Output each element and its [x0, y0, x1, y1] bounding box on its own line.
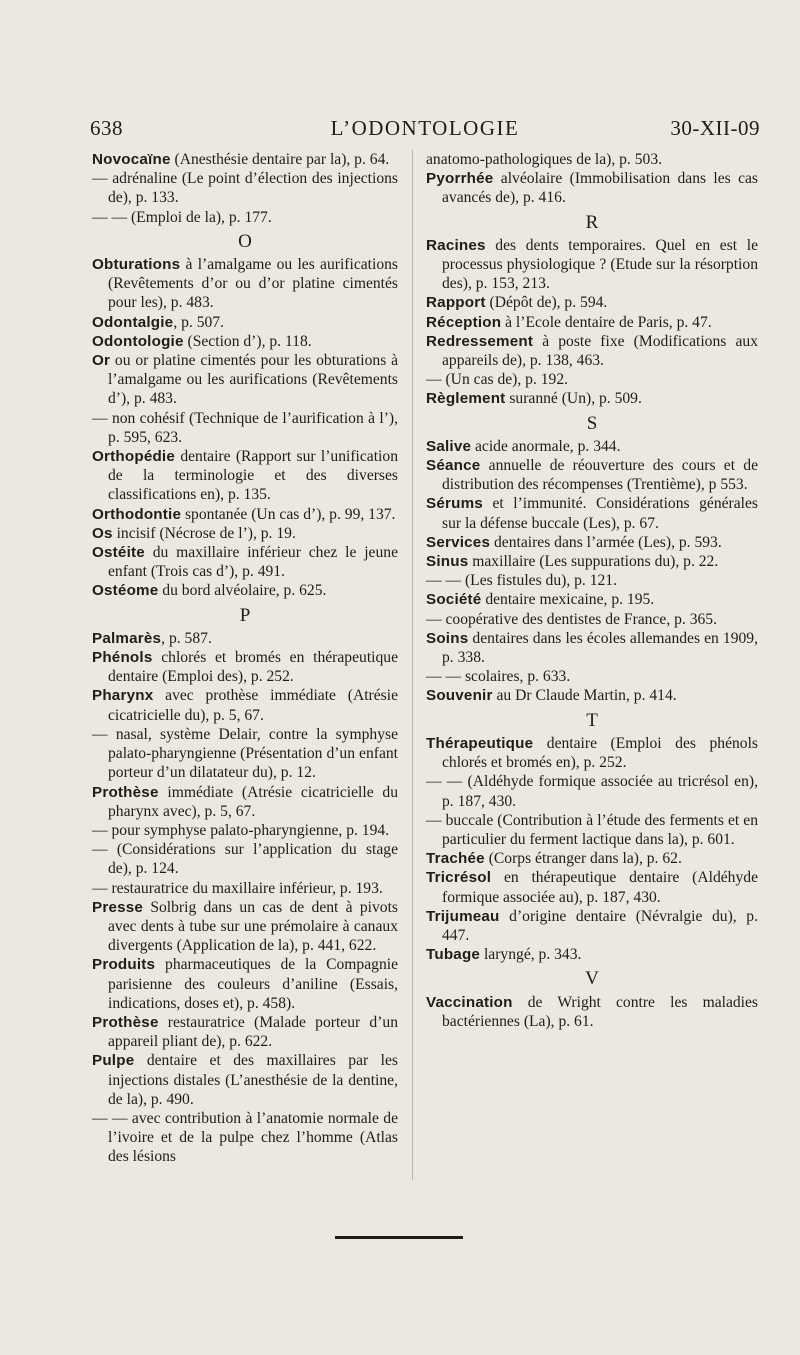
entry-text: dentaires dans l’armée (Les), p. 593. [490, 533, 722, 551]
index-entry [426, 610, 758, 629]
entry-heading: Produits [92, 956, 156, 974]
entry-heading: Trachée [426, 850, 485, 868]
entry-heading: Sinus [426, 553, 469, 571]
entry-text: — pour symphyse palato-pharyngienne, p. 194. [92, 821, 390, 839]
index-entry [92, 686, 398, 724]
entry-text: — — scolaires, p. 633. [426, 668, 571, 686]
page-number: 638 [90, 116, 123, 140]
entry-heading: Orthopédie [92, 448, 176, 466]
section-letter: T [586, 709, 598, 731]
entry-heading: Vaccination [426, 993, 513, 1011]
entry-heading: Or [92, 352, 111, 370]
entry-text: (Anesthésie dentaire par la), p. 64. [170, 151, 390, 168]
entry-text: à l’Ecole dentaire de Paris, p. 47. [501, 313, 712, 331]
entry-text: pharmaceutiques de la Compagnie parisienne des couleurs d’aniline (Essais, indications, doses et), p. 458). [108, 956, 398, 1012]
entry-heading: Pyorrhée [426, 170, 494, 188]
entry-text: des dents temporaires. Quel en est le processus physiologique ? (Etude sur la résorption des), p. 153, 213. [442, 236, 758, 293]
entry-heading: Novocaïne [92, 151, 171, 168]
footer-rule [335, 1236, 463, 1239]
section-letter: S [586, 412, 598, 434]
entry-heading: Règlement [426, 390, 506, 408]
index-entry [426, 945, 758, 964]
index-entry [426, 868, 758, 906]
index-entry [92, 955, 398, 1013]
entry-text: , p. 507. [173, 313, 224, 331]
entry-text: spontanée (Un cas d’), p. 99, 137. [181, 505, 396, 523]
index-column-right [426, 150, 758, 1031]
entry-text: — nasal, système Delair, contre la symphyse palato-pharyngienne (Présentation d’un enfant porteur d’un dilatateur du), p. 12. [92, 725, 398, 782]
index-entry [426, 236, 758, 294]
index-entry [426, 686, 758, 705]
entry-text: — non cohésif (Technique de l’aurification à l’), p. 595, 623. [92, 409, 398, 446]
section-letter: O [238, 230, 252, 252]
index-entry [426, 533, 758, 552]
entry-text: — — (Les fistules du), p. 121. [426, 572, 618, 590]
entry-heading: Trijumeau [426, 907, 500, 925]
entry-text: — — avec contribution à l’anatomie normale de l’ivoire et de la pulpe chez l’homme (Atlas des lésions [92, 1109, 398, 1166]
index-column-left [92, 150, 398, 1167]
entry-text: à l’amalgame ou les aurifications (Revêtements d’or ou d’or platine cimentés pour les), p. 483. [108, 256, 398, 312]
index-entry [92, 725, 398, 783]
entry-text: — (Un cas de), p. 192. [426, 371, 569, 389]
entry-heading: Redressement [426, 332, 534, 350]
entry-text: dentaire et des maxillaires par les injections distales (L’anesthésie de la dentine, de la), p. 490. [108, 1052, 398, 1108]
entry-heading: Obturations [92, 256, 181, 274]
entry-text: ou or platine cimentés pour les obturations à l’amalgame ou les aurifications (Revêtements d’), p. 483. [108, 352, 398, 408]
index-entry [426, 590, 758, 609]
entry-text: dentaire (Emploi des phénols chlorés et bromés en), p. 252. [442, 734, 758, 772]
entry-text: — — (Aldéhyde formique associée au tricrésol en), p. 187, 430. [426, 773, 758, 810]
entry-text: du maxillaire inférieur chez le jeune enfant (Trois cas d’), p. 491. [108, 544, 398, 581]
index-entry [92, 821, 398, 840]
index-entry [426, 667, 758, 686]
index-entry [92, 150, 398, 169]
index-entry [426, 456, 758, 494]
entry-text: maxillaire (Les suppurations du), p. 22. [468, 553, 719, 571]
entry-heading: Services [426, 533, 491, 551]
entry-text: du bord alvéolaire, p. 625. [158, 582, 327, 600]
entry-heading: Presse [92, 898, 144, 916]
entry-heading: Sérums [426, 495, 483, 513]
entry-heading: Tubage [426, 946, 481, 964]
entry-heading: Ostéome [92, 582, 159, 600]
entry-text: acide anormale, p. 344. [471, 437, 621, 455]
entry-text: restauratrice (Malade porteur d’un appareil pliant de), p. 622. [108, 1013, 398, 1051]
entry-text: incisif (Nécrose de l’), p. 19. [112, 524, 296, 542]
entry-text: en thérapeutique dentaire (Aldéhyde formique associée au), p. 187, 430. [442, 869, 758, 906]
index-entry [426, 313, 758, 332]
entry-text: (Corps étranger dans la), p. 62. [484, 850, 682, 868]
entry-text: chlorés et bromés en thérapeutique dentaire (Emploi des), p. 252. [108, 649, 398, 686]
entry-heading: Séance [426, 457, 481, 475]
entry-heading: Palmarès [92, 629, 162, 647]
entry-text: — (Considérations sur l’application du stage de), p. 124. [92, 841, 398, 878]
index-entry [92, 208, 398, 227]
index-entry [92, 1013, 398, 1051]
entry-heading: Souvenir [426, 687, 493, 705]
entry-text: dentaire (Rapport sur l’unification de la terminologie et des diverses classifications en), p. 135. [108, 448, 398, 504]
entry-heading: Pulpe [92, 1052, 135, 1070]
index-entry [92, 255, 398, 313]
index-entry [92, 332, 398, 351]
index-entry [92, 648, 398, 686]
index-entry [92, 840, 398, 878]
entry-text: Solbrig dans un cas de dent à pivots avec dents à tube sur une prémolaire à canaux divergents (Application de la), p. 441, 622. [108, 898, 398, 955]
entry-text: (Dépôt de), p. 594. [485, 294, 608, 312]
index-entry [92, 898, 398, 956]
index-entry [92, 783, 398, 821]
issue-date: 30-XII-09 [670, 116, 760, 140]
index-entry [92, 1051, 398, 1109]
index-entry [426, 494, 758, 532]
entry-text: alvéolaire (Immobilisation dans les cas avancés de), p. 416. [442, 170, 758, 207]
index-entry [92, 543, 398, 581]
index-entry [426, 907, 758, 945]
entry-text: — coopérative des dentistes de France, p. 365. [426, 610, 717, 628]
entry-text: et l’immunité. Considérations générales sur la défense buccale (Les), p. 67. [442, 495, 758, 532]
entry-heading: Prothèse [92, 783, 159, 801]
entry-heading: Racines [426, 236, 486, 254]
entry-text: — buccale (Contribution à l’étude des ferments et en particulier du ferment lactique dans la), p. 601. [426, 811, 758, 848]
entry-heading: Soins [426, 629, 469, 647]
entry-heading: Odontalgie [92, 313, 174, 331]
index-entry [426, 629, 758, 667]
index-entry [426, 552, 758, 571]
entry-text: immédiate (Atrésie cicatricielle du pharynx avec), p. 5, 67. [108, 783, 398, 820]
index-entry [92, 409, 398, 447]
entry-text: à poste fixe (Modifications aux appareils de), p. 138, 463. [442, 332, 758, 370]
index-entry [92, 313, 398, 332]
entry-text: au Dr Claude Martin, p. 414. [492, 687, 677, 705]
entry-heading: Salive [426, 437, 472, 455]
index-entry [92, 524, 398, 543]
section-letter: V [585, 968, 599, 990]
entry-heading: Pharynx [92, 687, 154, 705]
index-entry [426, 150, 758, 169]
entry-text: annuelle de réouverture des cours et de distribution des récompenses (Trentième), p 553. [442, 457, 758, 494]
entry-heading: Société [426, 591, 482, 609]
entry-text: anatomo-pathologiques de la), p. 503. [426, 151, 663, 168]
journal-title: L’ODONTOLOGIE [330, 116, 520, 140]
entry-heading: Rapport [426, 294, 486, 312]
section-letter: P [239, 604, 251, 626]
entry-text: d’origine dentaire (Névralgie du), p. 447. [442, 907, 758, 944]
index-entry [426, 332, 758, 370]
entry-text: suranné (Un), p. 509. [505, 390, 642, 408]
entry-heading: Orthodontie [92, 505, 182, 523]
section-letter: R [585, 211, 599, 233]
entry-text: de Wright contre les maladies bactériennes (La), p. 61. [442, 993, 758, 1030]
index-entry [92, 169, 398, 207]
index-entry [426, 734, 758, 772]
entry-text: dentaires dans les écoles allemandes en 1909, p. 338. [442, 629, 758, 667]
entry-text: (Section d’), p. 118. [183, 332, 312, 350]
index-entry [426, 370, 758, 389]
index-entry [92, 581, 398, 600]
running-header [90, 116, 760, 142]
index-entry [92, 505, 398, 524]
entry-heading: Prothèse [92, 1013, 159, 1031]
index-entry [92, 447, 398, 505]
entry-text: — adrénaline (Le point d’élection des injections de), p. 133. [92, 170, 398, 207]
entry-text: — restauratrice du maxillaire inférieur, p. 193. [92, 879, 383, 897]
entry-text: — — (Emploi de la), p. 177. [92, 208, 272, 226]
index-entry [426, 993, 758, 1031]
entry-heading: Thérapeutique [426, 734, 534, 752]
index-entry [426, 772, 758, 810]
index-entry [92, 879, 398, 898]
index-entry [426, 811, 758, 849]
entry-heading: Phénols [92, 649, 153, 667]
index-entry [426, 437, 758, 456]
entry-heading: Réception [426, 313, 502, 331]
entry-heading: Os [92, 524, 113, 542]
index-entry [92, 1109, 398, 1167]
entry-text: laryngé, p. 343. [480, 946, 582, 964]
index-entry [426, 571, 758, 590]
index-entry [426, 169, 758, 207]
entry-text: , p. 587. [161, 629, 212, 647]
index-entry [92, 629, 398, 648]
index-entry [426, 293, 758, 312]
entry-text: avec prothèse immédiate (Atrésie cicatricielle du), p. 5, 67. [108, 687, 398, 724]
entry-heading: Odontologie [92, 332, 184, 350]
entry-text: dentaire mexicaine, p. 195. [481, 591, 655, 609]
index-entry [426, 849, 758, 868]
entry-heading: Ostéite [92, 544, 145, 562]
column-divider [412, 150, 413, 1180]
index-entry [426, 389, 758, 408]
index-entry [92, 351, 398, 409]
entry-heading: Tricrésol [426, 869, 492, 887]
